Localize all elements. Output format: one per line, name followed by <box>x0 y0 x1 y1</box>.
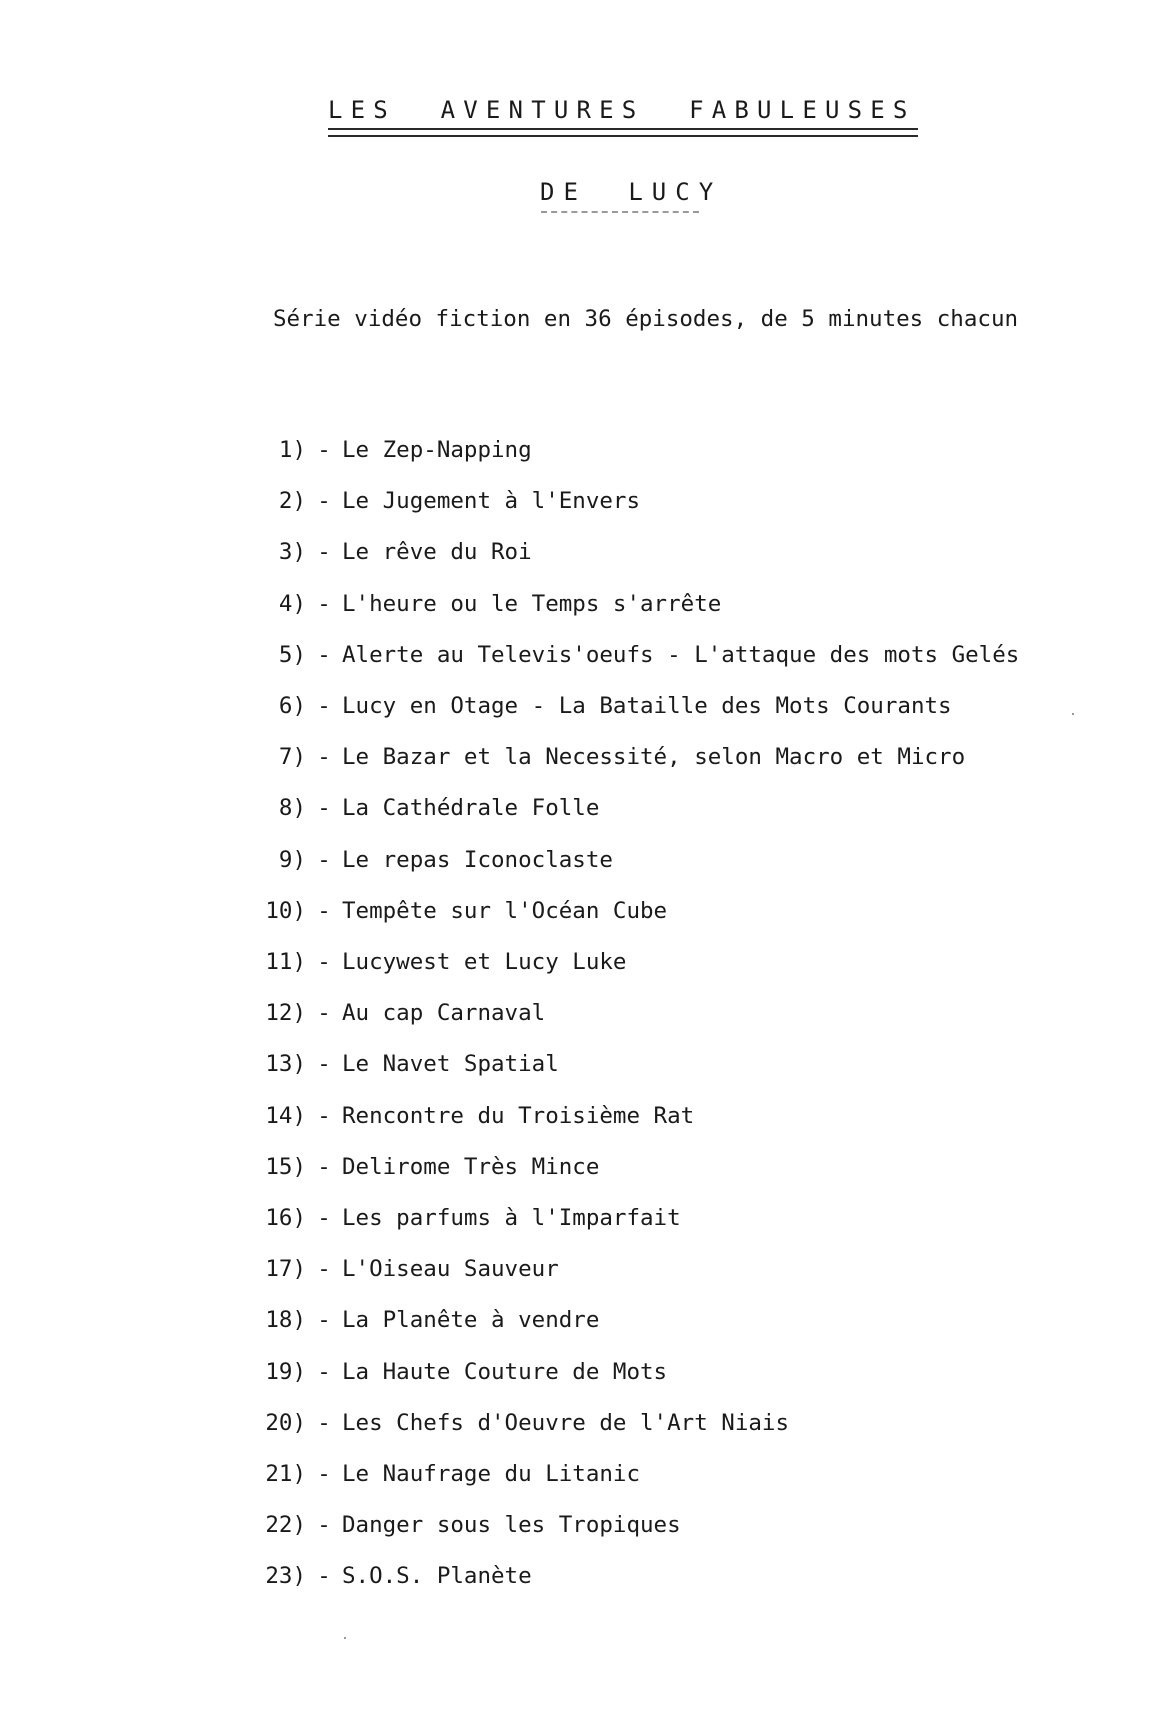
episode-number: 9) <box>278 846 306 873</box>
episode-title: Rencontre du Troisième Rat <box>342 1102 695 1129</box>
episode-title: Au cap Carnaval <box>342 1000 546 1027</box>
episode-title: Lucy en Otage - La Bataille des Mots Courants <box>342 693 952 719</box>
episode-separator: - <box>317 1409 331 1436</box>
document-title: LES AVENTURES FABULEUSES <box>328 96 916 124</box>
episode-separator: - <box>317 744 331 771</box>
episode-separator: - <box>317 539 331 566</box>
episode-separator: - <box>317 1102 331 1129</box>
episode-separator: - <box>317 795 331 822</box>
episode-title: Tempête sur l'Océan Cube <box>342 897 668 924</box>
scan-speck <box>344 1637 346 1639</box>
episode-item <box>256 1461 640 1487</box>
episode-separator: - <box>317 1205 331 1231</box>
episode-title: Lucywest et Lucy Luke <box>342 949 627 975</box>
episode-title: Les Chefs d'Oeuvre de l'Art Niais <box>342 1409 790 1436</box>
episode-title: Le Naufrage du Litanic <box>342 1461 641 1487</box>
episode-item <box>270 847 613 873</box>
episode-item <box>256 1154 599 1180</box>
episode-number: 18) <box>265 1307 306 1334</box>
episode-number: 10) <box>265 897 306 924</box>
episode-separator: - <box>317 1563 331 1590</box>
episode-number: 12) <box>265 1000 306 1027</box>
title-double-underline <box>328 128 918 137</box>
series-description: Série vidéo fiction en 36 épisodes, de 5 minutes chacun <box>273 306 1019 332</box>
episode-title: Le Bazar et la Necessité, selon Macro et Micro <box>342 744 966 771</box>
episode-separator: - <box>317 1512 331 1539</box>
episode-item <box>256 1103 694 1129</box>
episode-title: S.O.S. Planète <box>342 1563 532 1590</box>
episode-number: 2) <box>278 488 306 515</box>
episode-item <box>270 795 599 821</box>
episode-title: Le Navet Spatial <box>342 1051 559 1078</box>
episode-title: La Cathédrale Folle <box>342 795 600 822</box>
episode-separator: - <box>317 897 331 924</box>
document-subtitle: DE LUCY <box>540 178 723 206</box>
episode-title: Le rêve du Roi <box>342 539 532 566</box>
episode-separator: - <box>317 1000 331 1027</box>
episode-number: 21) <box>265 1461 306 1487</box>
episode-number: 19) <box>265 1358 306 1385</box>
episode-item <box>256 1512 681 1538</box>
episode-number: 15) <box>265 1153 306 1180</box>
episode-title: Le Jugement à l'Envers <box>342 488 641 515</box>
episode-item <box>270 539 532 565</box>
episode-separator: - <box>317 846 331 873</box>
episode-number: 14) <box>265 1102 306 1129</box>
episode-number: 13) <box>265 1051 306 1078</box>
episode-title: L'heure ou le Temps s'arrête <box>342 590 722 617</box>
episode-title: Delirome Très Mince <box>342 1153 600 1180</box>
episode-separator: - <box>317 1461 331 1487</box>
episode-separator: - <box>317 1051 331 1078</box>
episode-item <box>256 898 667 924</box>
episode-item <box>256 1359 667 1385</box>
episode-item <box>256 1000 545 1026</box>
episode-number: 4) <box>278 590 306 617</box>
episode-separator: - <box>317 641 331 668</box>
episode-number: 11) <box>265 949 306 975</box>
episode-number: 16) <box>265 1205 306 1231</box>
episode-title: Danger sous les Tropiques <box>342 1512 681 1539</box>
episode-item <box>256 1410 789 1436</box>
episode-item <box>270 642 1019 668</box>
episode-number: 8) <box>278 795 306 822</box>
episode-number: 3) <box>278 539 306 566</box>
subtitle-underline <box>541 211 699 214</box>
episode-title: Le repas Iconoclaste <box>342 846 613 873</box>
scan-speck <box>1072 713 1074 715</box>
episode-title: La Haute Couture de Mots <box>342 1358 668 1385</box>
episode-separator: - <box>317 1153 331 1180</box>
episode-item <box>270 437 532 463</box>
episode-title: Alerte au Televis'oeufs - L'attaque des mots Gelés <box>342 641 1020 668</box>
episode-separator: - <box>317 590 331 617</box>
episode-title: Le Zep-Napping <box>342 437 532 463</box>
episode-separator: - <box>317 693 331 719</box>
episode-item <box>270 744 965 770</box>
episode-item <box>256 1307 599 1333</box>
episode-separator: - <box>317 1256 331 1283</box>
episode-item <box>256 1563 532 1589</box>
episode-separator: - <box>317 949 331 975</box>
episode-title: Les parfums à l'Imparfait <box>342 1205 681 1231</box>
episode-item <box>270 693 952 719</box>
episode-separator: - <box>317 1358 331 1385</box>
episode-number: 7) <box>278 744 306 771</box>
episode-number: 6) <box>278 693 306 719</box>
episode-number: 22) <box>265 1512 306 1539</box>
episode-item <box>256 1256 559 1282</box>
episode-number: 20) <box>265 1409 306 1436</box>
episode-title: La Planête à vendre <box>342 1307 600 1334</box>
episode-item <box>256 1051 559 1077</box>
episode-separator: - <box>317 1307 331 1334</box>
episode-number: 1) <box>278 437 306 463</box>
episode-number: 5) <box>278 641 306 668</box>
episode-number: 23) <box>265 1563 306 1590</box>
episode-item <box>270 591 721 617</box>
episode-number: 17) <box>265 1256 306 1283</box>
episode-item <box>270 488 640 514</box>
episode-title: L'Oiseau Sauveur <box>342 1256 559 1283</box>
episode-separator: - <box>317 437 331 463</box>
episode-item <box>256 1205 681 1231</box>
episode-separator: - <box>317 488 331 515</box>
episode-item <box>256 949 626 975</box>
